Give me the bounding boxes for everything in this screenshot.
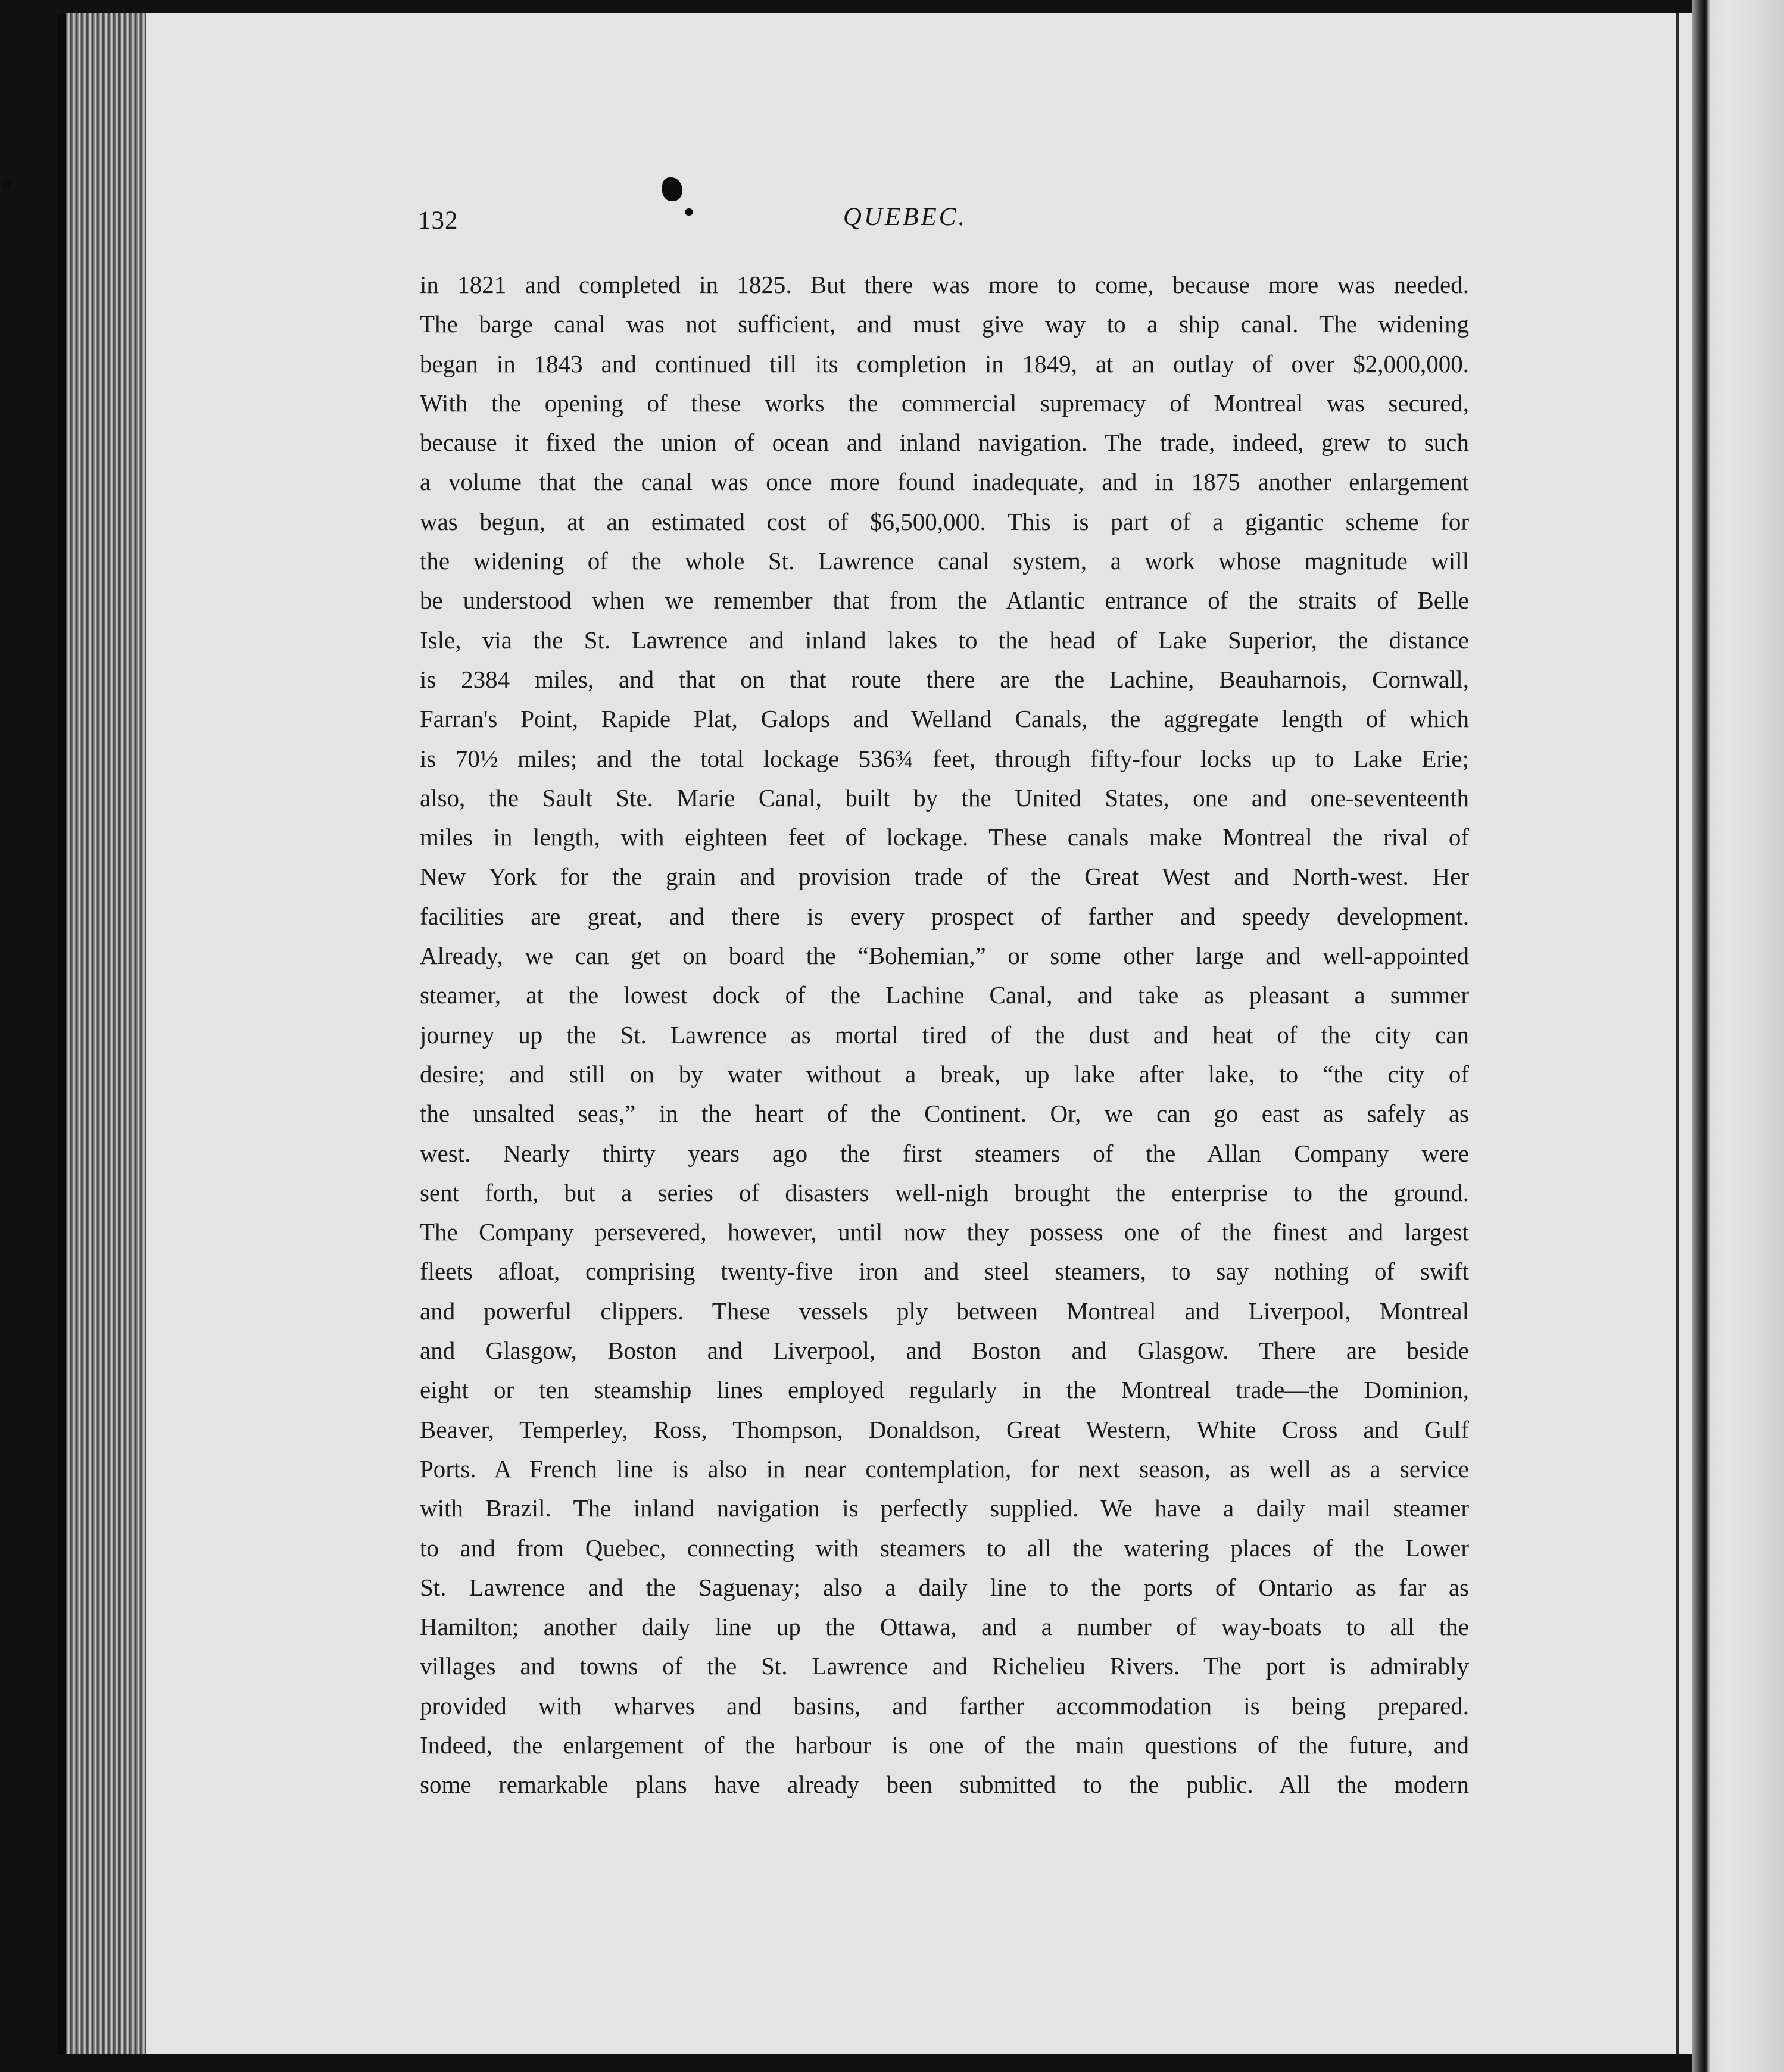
running-head-title: QUEBEC. bbox=[843, 203, 968, 231]
dust-speck bbox=[685, 208, 693, 216]
text-line: Already, we can get on board the “Bohemian,” or some other large and well-appointed bbox=[420, 942, 1469, 970]
text-line: fleets afloat, comprising twenty-five iron and steel steamers, to say nothing of swift bbox=[420, 1257, 1469, 1285]
text-line: and Glasgow, Boston and Liverpool, and Boston and Glasgow. There are beside bbox=[420, 1337, 1469, 1365]
text-line: some remarkable plans have already been submitted to the public. All the modern bbox=[420, 1771, 1469, 1799]
page-margin-shadow bbox=[1676, 13, 1679, 2054]
text-line: west. Nearly thirty years ago the first steamers of the Allan Company were bbox=[420, 1139, 1469, 1167]
text-line: began in 1843 and continued till its completion in 1849, at an outlay of over $2,000,000. bbox=[420, 350, 1469, 377]
text-line: be understood when we remember that from the Atlantic entrance of the straits of Belle bbox=[420, 586, 1469, 614]
text-line: was begun, at an estimated cost of $6,500,000. This is part of a gigantic scheme for bbox=[420, 507, 1469, 535]
text-line: in 1821 and completed in 1825. But there was more to come, because more was needed. bbox=[420, 271, 1469, 298]
text-line: to and from Quebec, connecting with steamers to all the watering places of the Lower bbox=[420, 1534, 1469, 1562]
dust-speck bbox=[2, 179, 11, 191]
dust-speck bbox=[662, 177, 682, 201]
text-line: New York for the grain and provision trade of the Great West and North-west. Her bbox=[420, 863, 1469, 891]
text-line: facilities are great, and there is every prospect of farther and speedy development. bbox=[420, 902, 1469, 930]
text-line: The Company persevered, however, until now they possess one of the finest and largest bbox=[420, 1218, 1469, 1246]
text-line: Hamilton; another daily line up the Ottawa, and a number of way-boats to all the bbox=[420, 1613, 1469, 1641]
text-line: desire; and still on by water without a break, up lake after lake, to “the city of bbox=[420, 1060, 1469, 1088]
text-line: Isle, via the St. Lawrence and inland lakes to the head of Lake Superior, the distance bbox=[420, 626, 1469, 654]
text-line: is 70½ miles; and the total lockage 536¾ feet, through fifty-four locks up to Lake Erie; bbox=[420, 744, 1469, 772]
text-line: with Brazil. The inland navigation is perfectly supplied. We have a daily mail steamer bbox=[420, 1494, 1469, 1522]
text-line: the widening of the whole St. Lawrence canal system, a work whose magnitude will bbox=[420, 547, 1469, 575]
text-line: and powerful clippers. These vessels ply between Montreal and Liverpool, Montreal bbox=[420, 1297, 1469, 1325]
text-line: provided with wharves and basins, and farther accommodation is being prepared. bbox=[420, 1692, 1469, 1720]
text-line: The barge canal was not sufficient, and must give way to a ship canal. The widening bbox=[420, 310, 1469, 338]
page-number: 132 bbox=[418, 207, 459, 235]
text-line: eight or ten steamship lines employed regularly in the Montreal trade—the Dominion, bbox=[420, 1376, 1469, 1404]
text-line: Ports. A French line is also in near contemplation, for next season, as well as a service bbox=[420, 1455, 1469, 1483]
text-line: the unsalted seas,” in the heart of the Continent. Or, we can go east as safely as bbox=[420, 1100, 1469, 1128]
text-line: Farran's Point, Rapide Plat, Galops and Welland Canals, the aggregate length of which bbox=[420, 705, 1469, 733]
text-line: villages and towns of the St. Lawrence and Richelieu Rivers. The port is admirably bbox=[420, 1652, 1469, 1680]
text-line: sent forth, but a series of disasters well-nigh brought the enterprise to the ground. bbox=[420, 1178, 1469, 1206]
body-text bbox=[420, 265, 1469, 1805]
book-page-edges bbox=[57, 13, 155, 2054]
text-line: is 2384 miles, and that on that route there are the Lachine, Beauharnois, Cornwall, bbox=[420, 665, 1469, 693]
text-line: journey up the St. Lawrence as mortal tired of the dust and heat of the city can bbox=[420, 1021, 1469, 1049]
text-line: miles in length, with eighteen feet of lockage. These canals make Montreal the rival of bbox=[420, 823, 1469, 851]
text-line: steamer, at the lowest dock of the Lachine Canal, and take as pleasant a summer bbox=[420, 981, 1469, 1009]
text-line: also, the Sault Ste. Marie Canal, built by the United States, one and one-seventeenth bbox=[420, 784, 1469, 812]
text-line: a volume that the canal was once more found inadequate, and in 1875 another enlargement bbox=[420, 468, 1469, 496]
facing-page-gutter bbox=[1692, 0, 1784, 2072]
text-line: St. Lawrence and the Saguenay; also a daily line to the ports of Ontario as far as bbox=[420, 1573, 1469, 1601]
text-line: Indeed, the enlargement of the harbour is one of the main questions of the future, and bbox=[420, 1731, 1469, 1759]
text-line: Beaver, Temperley, Ross, Thompson, Donaldson, Great Western, White Cross and Gulf bbox=[420, 1415, 1469, 1443]
text-line: With the opening of these works the commercial supremacy of Montreal was secured, bbox=[420, 389, 1469, 417]
text-line: because it fixed the union of ocean and inland navigation. The trade, indeed, grew to such bbox=[420, 429, 1469, 457]
